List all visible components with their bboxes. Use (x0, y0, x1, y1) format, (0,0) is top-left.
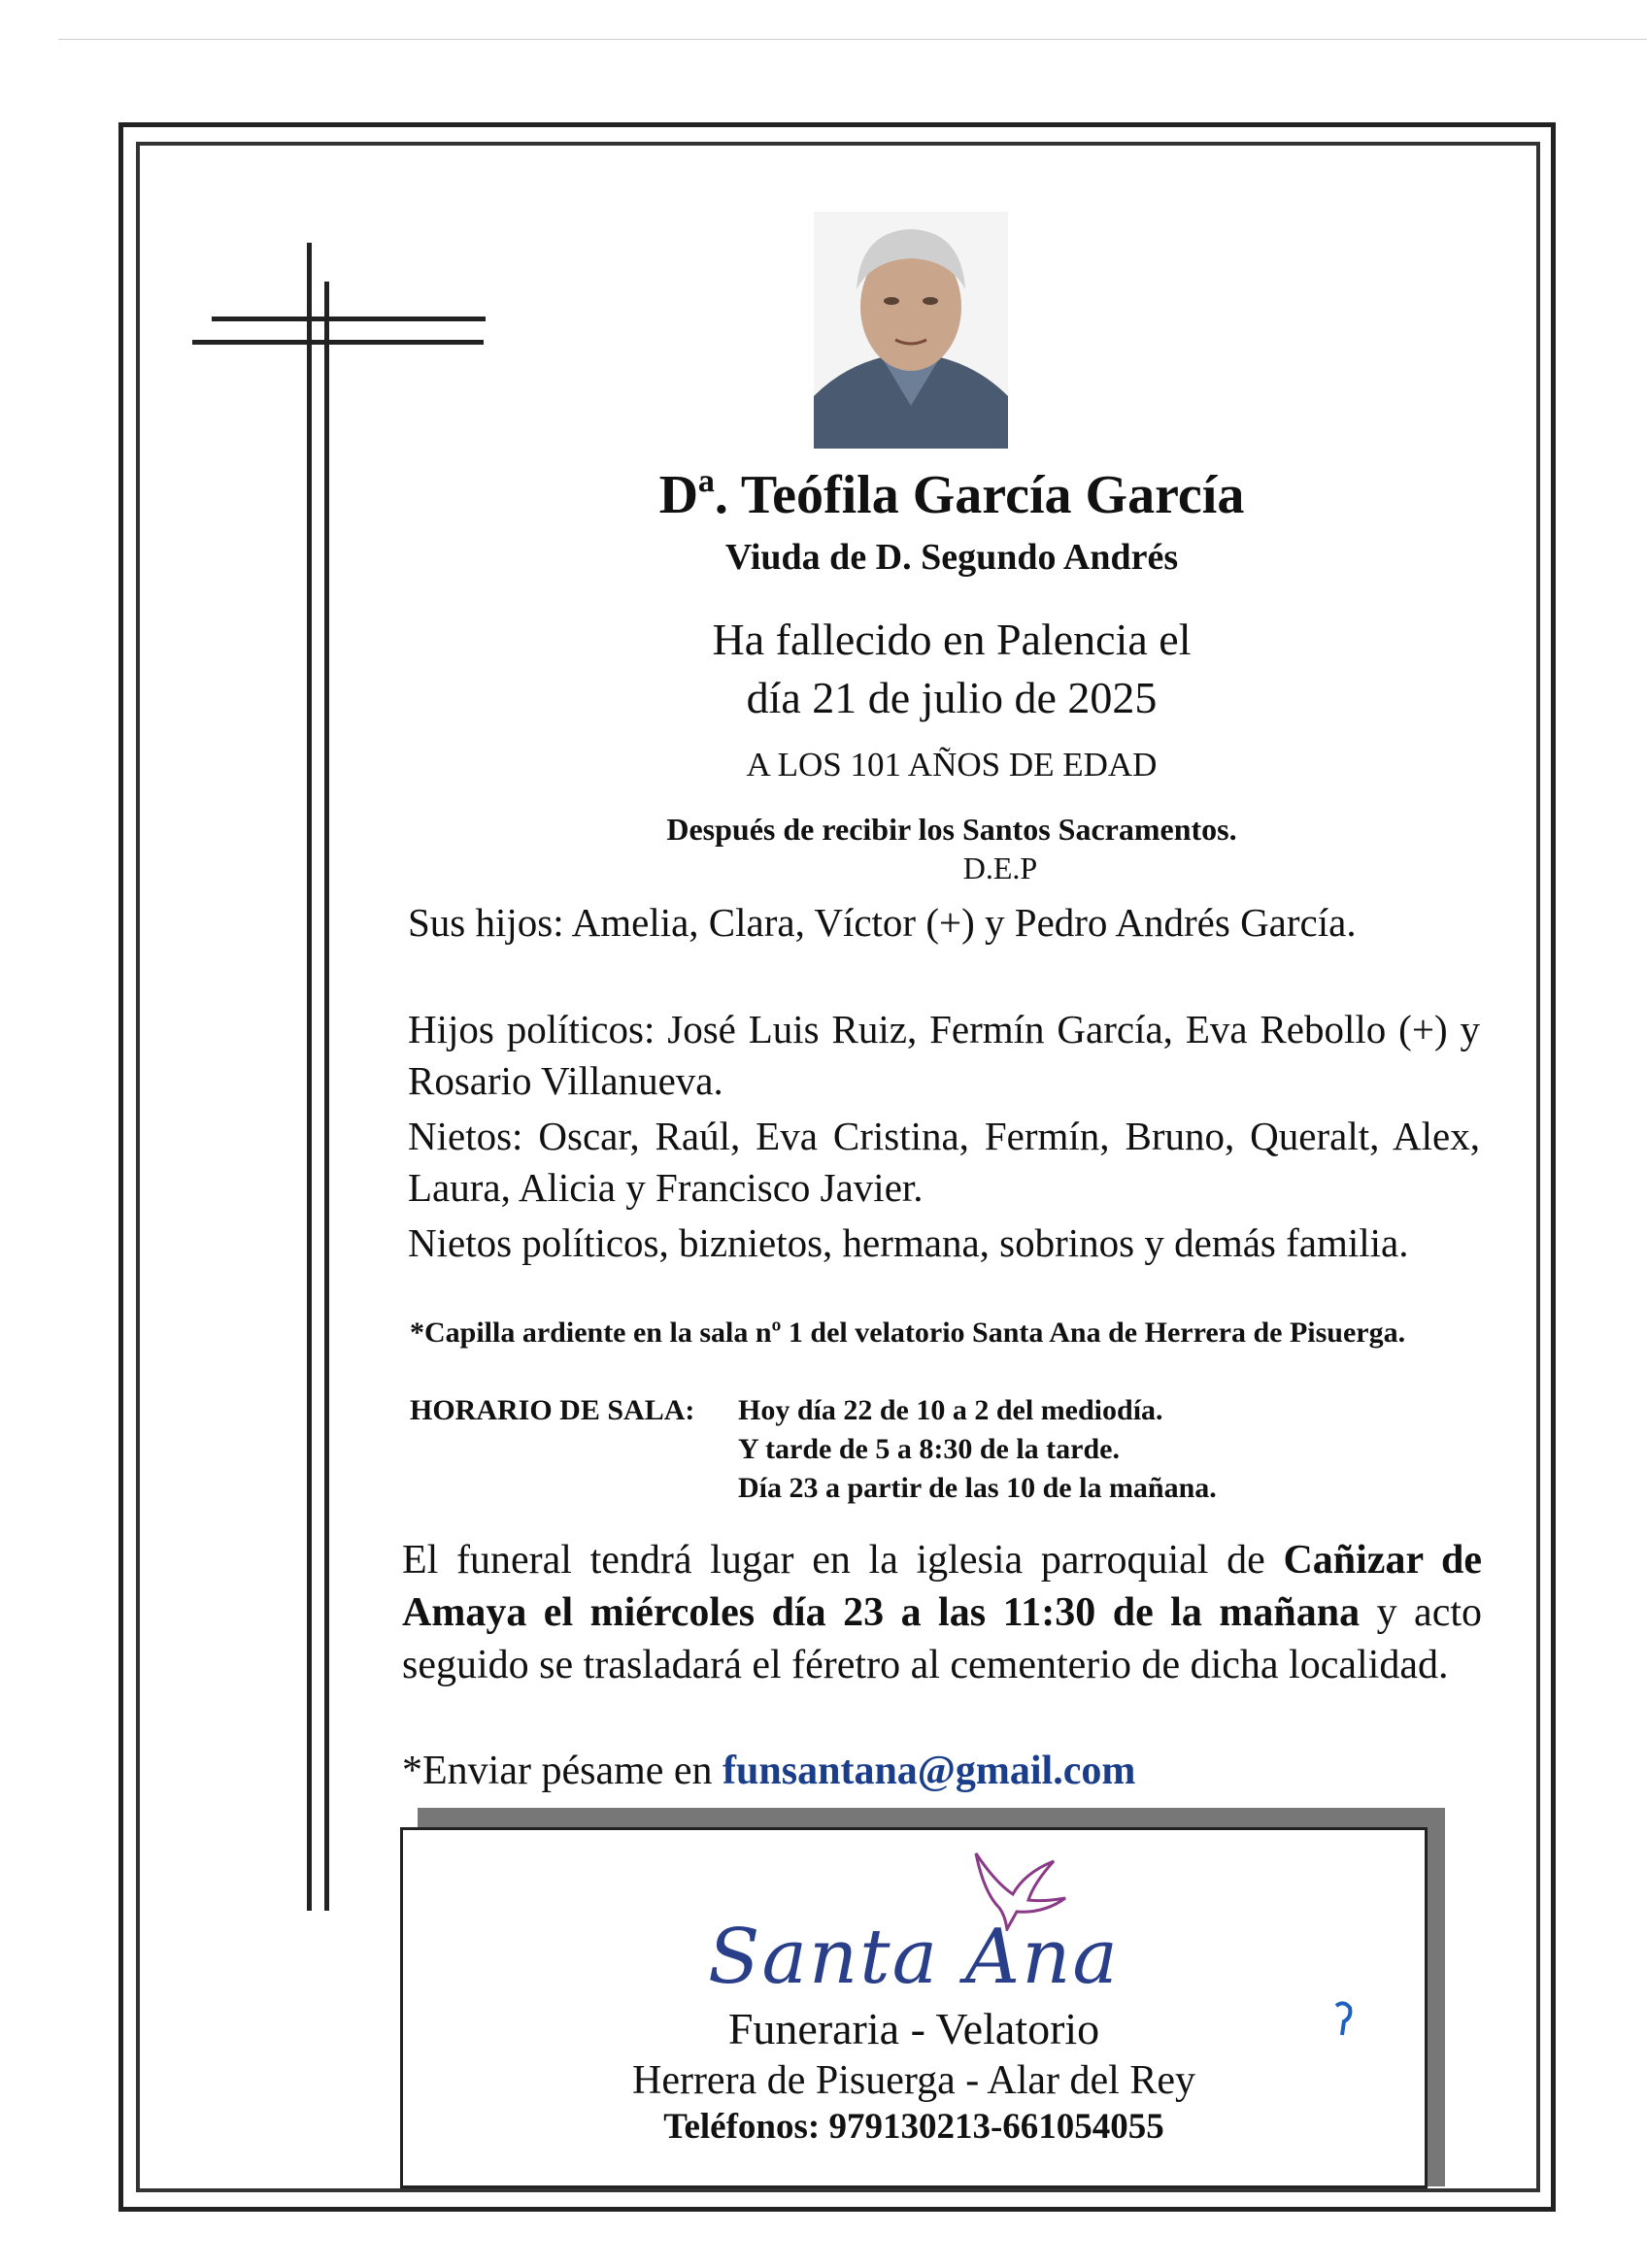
deceased-portrait (814, 212, 1008, 449)
widow-of-line: Viuda de D. Segundo Andrés (724, 537, 1179, 578)
footer-locations: Herrera de Pisuerga - Alar del Rey (631, 2058, 1195, 2103)
deceased-name: Dª. Teófila García García (658, 465, 1245, 525)
age-line: A LOS 101 AÑOS DE EDAD (746, 746, 1158, 784)
scan-edge-line (58, 39, 1647, 40)
cross-icon-vertical-2 (324, 282, 329, 1911)
cross-icon-horizontal-1 (212, 317, 486, 321)
cross-icon-vertical-1 (307, 243, 312, 1911)
schedule-line: Hoy día 22 de 10 a 2 del mediodía. (738, 1394, 1163, 1426)
children-paragraph: Sus hijos: Amelia, Clara, Víctor (+) y Pedro Andrés García. (408, 900, 1357, 945)
grandchildren-paragraph: Nietos: Oscar, Raúl, Eva Cristina, Fermín, Bruno, Queralt, Alex, Laura, Alicia y Francisco Javier. (408, 1114, 1480, 1210)
condolence-email-link[interactable]: funsantana@gmail.com (723, 1749, 1136, 1793)
schedule-line: Día 23 a partir de las 10 de la mañana. (738, 1472, 1217, 1504)
schedule-line: Y tarde de 5 a 8:30 de la tarde. (738, 1433, 1120, 1465)
funeral-text-start: El funeral tendrá lugar en la iglesia parroquial de (402, 1538, 1284, 1583)
funeral-home-footer (400, 1827, 1428, 2188)
condolence-label: *Enviar pésame en (402, 1749, 723, 1793)
footer-phones: Teléfonos: 979130213-661054055 (663, 2107, 1164, 2147)
funeral-paragraph (402, 1534, 1482, 1691)
footer-subtitle: Funeraria - Velatorio (727, 2004, 1100, 2053)
rip-line: D.E.P (962, 850, 1038, 885)
funeral-place-time: Cañizar de Amaya el miércoles día 23 a las 11:30 de la mañana (402, 1538, 1482, 1635)
sacraments-line: Después de recibir los Santos Sacramentos. (666, 812, 1237, 847)
chapel-notice: *Capilla ardiente en la sala nº 1 del velatorio Santa Ana de Herrera de Pisuerga. (410, 1317, 1406, 1349)
in-laws-paragraph: Hijos políticos: José Luis Ruiz, Fermín García, Eva Rebollo (+) y Rosario Villanueva. (408, 1007, 1480, 1103)
funeral-text-end: y acto seguido se trasladará el féretro al cementerio de dicha localidad. (402, 1590, 1483, 1687)
schedule-label: HORARIO DE SALA: (410, 1394, 695, 1426)
funeral-home-brand: Santa Ana (708, 1914, 1120, 2001)
other-family-paragraph: Nietos políticos, biznietos, hermana, sobrinos y demás familia. (408, 1220, 1409, 1265)
death-date-line: día 21 de julio de 2025 (746, 673, 1158, 722)
condolence-line (402, 1748, 1135, 1796)
death-place-line: Ha fallecido en Palencia el (712, 615, 1192, 664)
cross-icon-horizontal-2 (192, 340, 484, 345)
ink-mark-icon (1330, 2000, 1356, 2039)
